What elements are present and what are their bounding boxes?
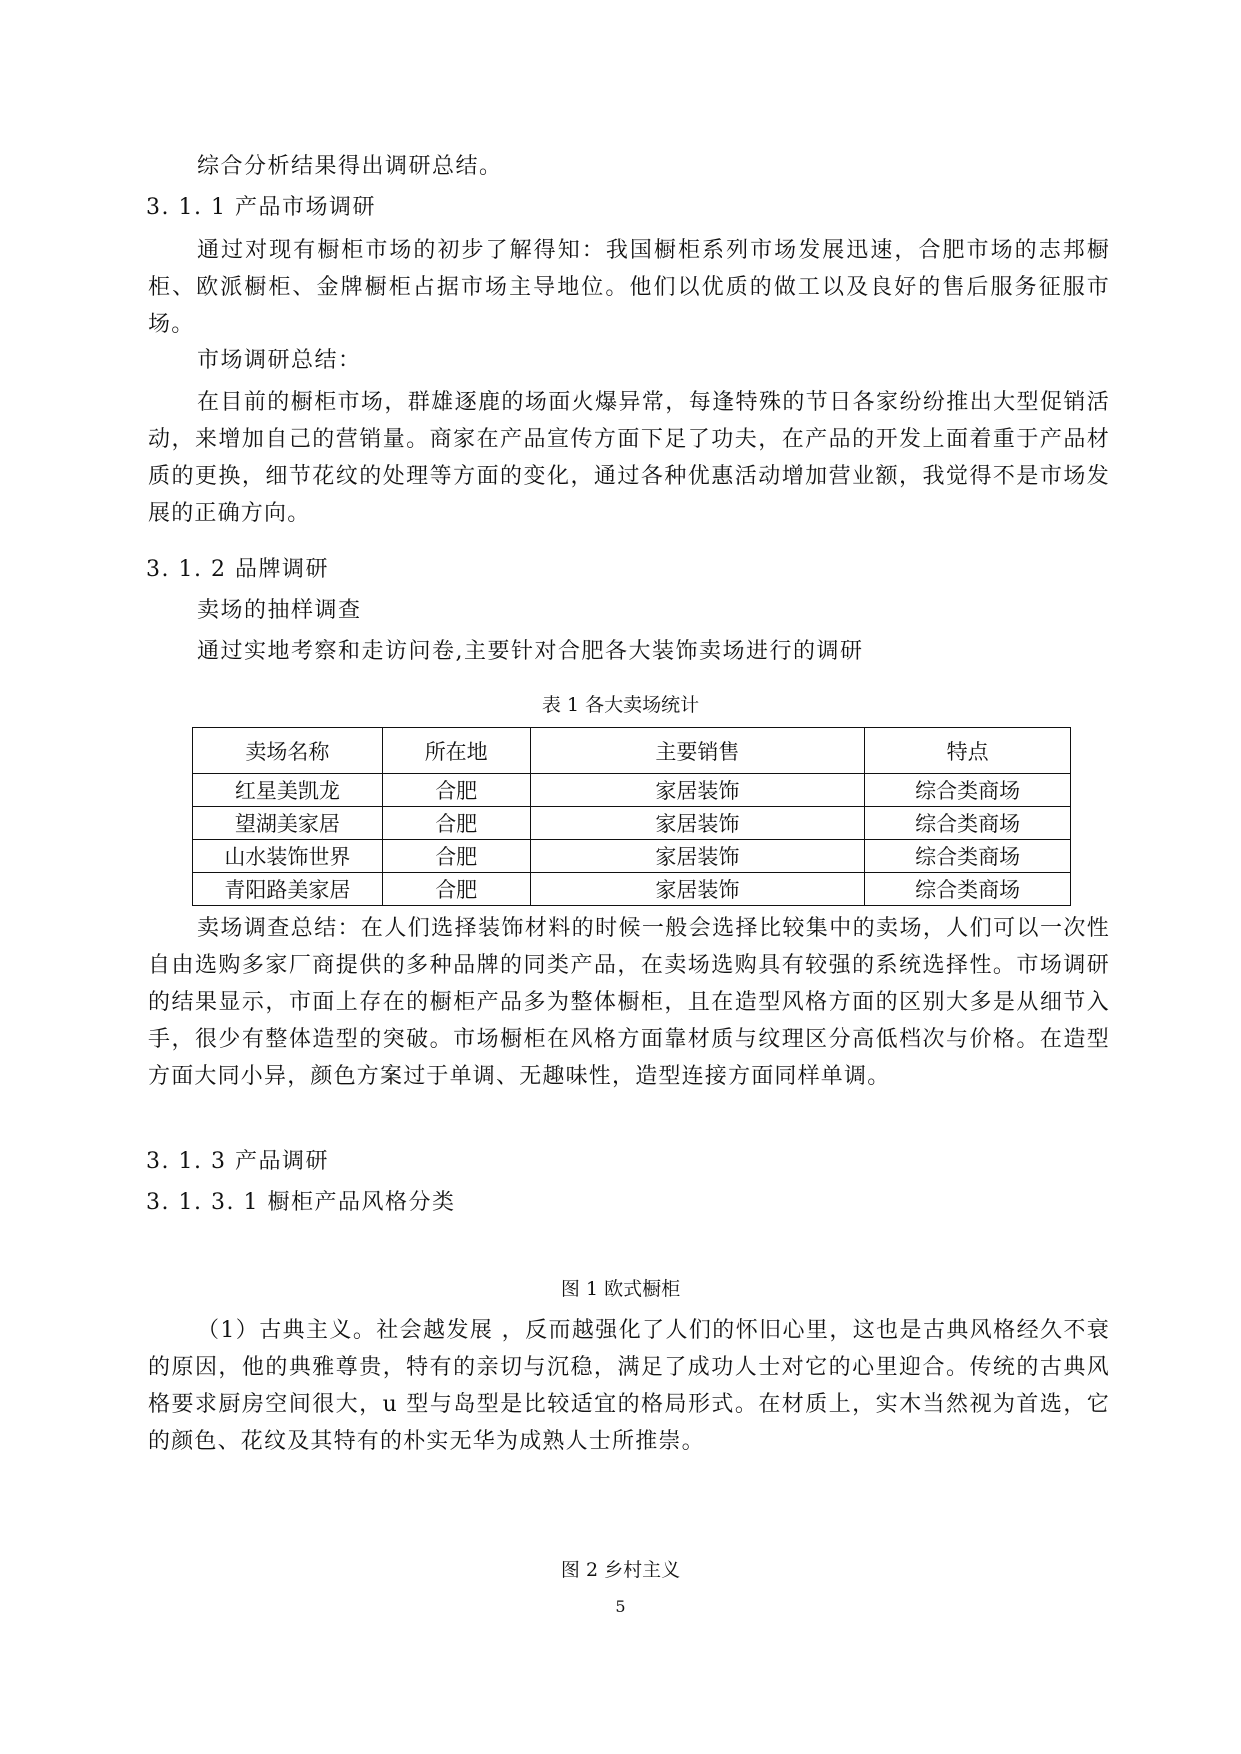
section-heading-3-1-3-1: 3. 1. 3. 1 橱柜产品风格分类 bbox=[146, 1190, 456, 1215]
section-heading-3-1-2: 3. 1. 2 品牌调研 bbox=[146, 557, 329, 582]
section-heading-3-1-3: 3. 1. 3 产品调研 bbox=[146, 1149, 329, 1174]
page-number: 5 bbox=[615, 1597, 626, 1616]
table-header-row bbox=[193, 728, 1071, 774]
table-cell: 综合类商场 bbox=[865, 873, 1071, 906]
table-header-cell: 特点 bbox=[865, 728, 1071, 774]
paragraph-mall-summary: 卖场调查总结：在人们选择装饰材料的时候一般会选择比较集中的卖场，人们可以一次性自由选购多家厂商提供的多种品牌的同类产品，在卖场选购具有较强的系统选择性。市场调研的结果显示，市面上存在的橱柜产品多为整体橱柜，且在造型风格方面的区别大多是从细节入手，很少有整体造型的突破。市场橱柜在风格方面靠材质与纹理区分高低档次与价格。在造型方面大同小异，颜色方案过于单调、无趣味性，造型连接方面同样单调。 bbox=[148, 916, 1110, 1089]
section-heading-3-1-1: 3. 1. 1 产品市场调研 bbox=[146, 195, 376, 220]
paragraph-line: 综合分析结果得出调研总结。 bbox=[197, 154, 503, 179]
paragraph-survey-method: 通过实地考察和走访问卷,主要针对合肥各大装饰卖场进行的调研 bbox=[197, 639, 864, 664]
table-row bbox=[193, 774, 1071, 807]
paragraph-market-summary: 在目前的橱柜市场，群雄逐鹿的场面火爆异常，每逢特殊的节日各家纷纷推出大型促销活动，来增加自己的营销量。商家在产品宣传方面下足了功夫，在产品的开发上面着重于产品材质的更换，细节花纹的处理等方面的变化，通过各种优惠活动增加营业额，我觉得不是市场发展的正确方向。 bbox=[148, 390, 1110, 526]
table-cell: 家居装饰 bbox=[530, 840, 865, 873]
table-cell: 红星美凯龙 bbox=[193, 774, 383, 807]
table-header-cell: 卖场名称 bbox=[193, 728, 383, 774]
table-cell: 家居装饰 bbox=[530, 774, 865, 807]
table-cell: 综合类商场 bbox=[865, 774, 1071, 807]
table-cell: 合肥 bbox=[382, 774, 530, 807]
table-header-cell: 主要销售 bbox=[530, 728, 865, 774]
table-caption: 表 1 各大卖场统计 bbox=[541, 694, 700, 716]
mall-statistics-table bbox=[192, 727, 1071, 906]
table-row bbox=[193, 807, 1071, 840]
subheading-market-summary: 市场调研总结： bbox=[197, 348, 362, 373]
table-header-cell: 所在地 bbox=[382, 728, 530, 774]
table-row bbox=[193, 873, 1071, 906]
subheading-sampling-survey: 卖场的抽样调查 bbox=[197, 598, 362, 623]
table-cell: 青阳路美家居 bbox=[193, 873, 383, 906]
table-cell: 综合类商场 bbox=[865, 840, 1071, 873]
table-cell: 山水装饰世界 bbox=[193, 840, 383, 873]
table-row bbox=[193, 840, 1071, 873]
table-cell: 合肥 bbox=[382, 840, 530, 873]
table-cell: 合肥 bbox=[382, 807, 530, 840]
table-cell: 家居装饰 bbox=[530, 873, 865, 906]
table-cell: 综合类商场 bbox=[865, 807, 1071, 840]
table-cell: 合肥 bbox=[382, 873, 530, 906]
table-cell: 望湖美家居 bbox=[193, 807, 383, 840]
figure-caption-1: 图 1 欧式橱柜 bbox=[560, 1278, 681, 1300]
table-cell: 家居装饰 bbox=[530, 807, 865, 840]
figure-caption-2: 图 2 乡村主义 bbox=[560, 1559, 681, 1581]
paragraph-market-overview: 通过对现有橱柜市场的初步了解得知：我国橱柜系列市场发展迅速，合肥市场的志邦橱柜、欧派橱柜、金牌橱柜占据市场主导地位。他们以优质的做工以及良好的售后服务征服市场。 bbox=[148, 238, 1110, 337]
paragraph-classical-style: （1）古典主义。社会越发展 ，反而越强化了人们的怀旧心里，这也是古典风格经久不衰的原因，他的典雅尊贵，特有的亲切与沉稳，满足了成功人士对它的心里迎合。传统的古典风格要求厨房空间很大，u 型与岛型是比较适宜的格局形式。在材质上，实木当然视为首选，它的颜色、花纹及其特有的朴实无华为成熟人士所推崇。 bbox=[148, 1318, 1110, 1454]
